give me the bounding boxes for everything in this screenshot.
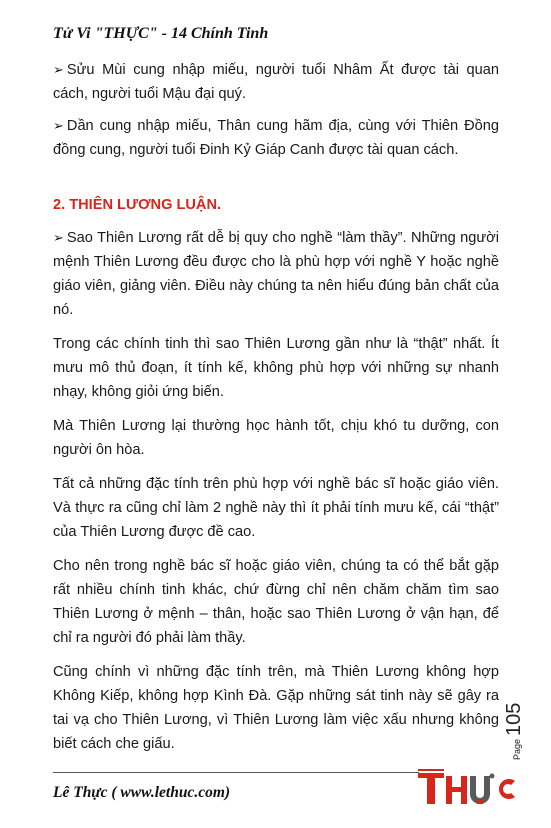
paragraph-top-1 — [53, 58, 499, 106]
paragraph-1 — [53, 226, 499, 322]
page-label: Page — [512, 738, 522, 760]
section-heading: 2. THIÊN LƯƠNG LUẬN. — [53, 197, 222, 213]
paragraph-text: Sửu Mùi cung nhập miếu, người tuổi Nhâm Ất được tài quan cách, người tuổi Mậu đại quý. — [53, 62, 499, 102]
page-content — [53, 58, 499, 766]
bullet-arrow-icon: ➢ — [53, 62, 64, 77]
logo-letter-t — [418, 769, 444, 804]
logo-letter-h — [446, 776, 467, 804]
footer-author: Lê Thực ( www.lethuc.com) — [53, 784, 231, 801]
running-header: Tử Vi "THỰC" - 14 Chính Tinh — [53, 25, 269, 42]
bullet-arrow-icon: ➢ — [53, 118, 64, 133]
paragraph-4: Tất cả những đặc tính trên phù hợp với nghề bác sĩ hoặc giáo viên. Và thực ra cũng chỉ làm 2 nghề này thì ít phải tính mưu kế, cái “thật” của Thiên Lương được đề cao. — [53, 476, 499, 540]
logo-letter-c — [499, 779, 515, 799]
paragraph-2: Trong các chính tinh thì sao Thiên Lương gần như là “thật” nhất. Ít mưu mô thủ đoạn, ít tính kế, không phù hợp với những sự nhanh nhạy, không giỏi ứng biến. — [53, 336, 499, 400]
page-number-value: 105 — [503, 702, 525, 736]
paragraph-top-2 — [53, 114, 499, 162]
paragraph-text: Dần cung nhập miếu, Thân cung hãm địa, cùng với Thiên Đồng đồng cung, người tuổi Đinh Kỷ Giáp Canh được tài quan cách. — [53, 118, 499, 158]
thuc-logo — [416, 767, 518, 807]
bullet-arrow-icon: ➢ — [53, 230, 64, 245]
paragraph-text: Sao Thiên Lương rất dễ bị quy cho nghề “làm thầy”. Những người mệnh Thiên Lương đều được cho là phù hợp với nghề Y hoặc nghề giáo viên, giảng viên. Điều này chúng ta nên hiểu đúng bản chất của nó. — [53, 230, 499, 318]
paragraph-3: Mà Thiên Lương lại thường học hành tốt, chịu khó tu dưỡng, con người ôn hòa. — [53, 418, 499, 458]
page-number — [503, 690, 533, 760]
logo-letter-u — [470, 774, 495, 805]
paragraph-6: Cũng chính vì những đặc tính trên, mà Thiên Lương không hợp Không Kiếp, không hợp Kình Đà. Gặp những sát tinh này sẽ gây ra tai vạ cho Thiên Lương, vì Thiên Lương làm việc xấu nhưng không biết cách che giấu. — [53, 664, 499, 752]
paragraph-5: Cho nên trong nghề bác sĩ hoặc giáo viên, chúng ta có thể bắt gặp rất nhiều chính tinh khác, chứ đừng chỉ nên chăm chăm tìm sao Thiên Lương ở mệnh – thân, hoặc sao Thiên Lương ở vận hạn, để chỉ ra người đó phải làm thầy. — [53, 558, 499, 646]
footer-divider — [53, 772, 419, 773]
